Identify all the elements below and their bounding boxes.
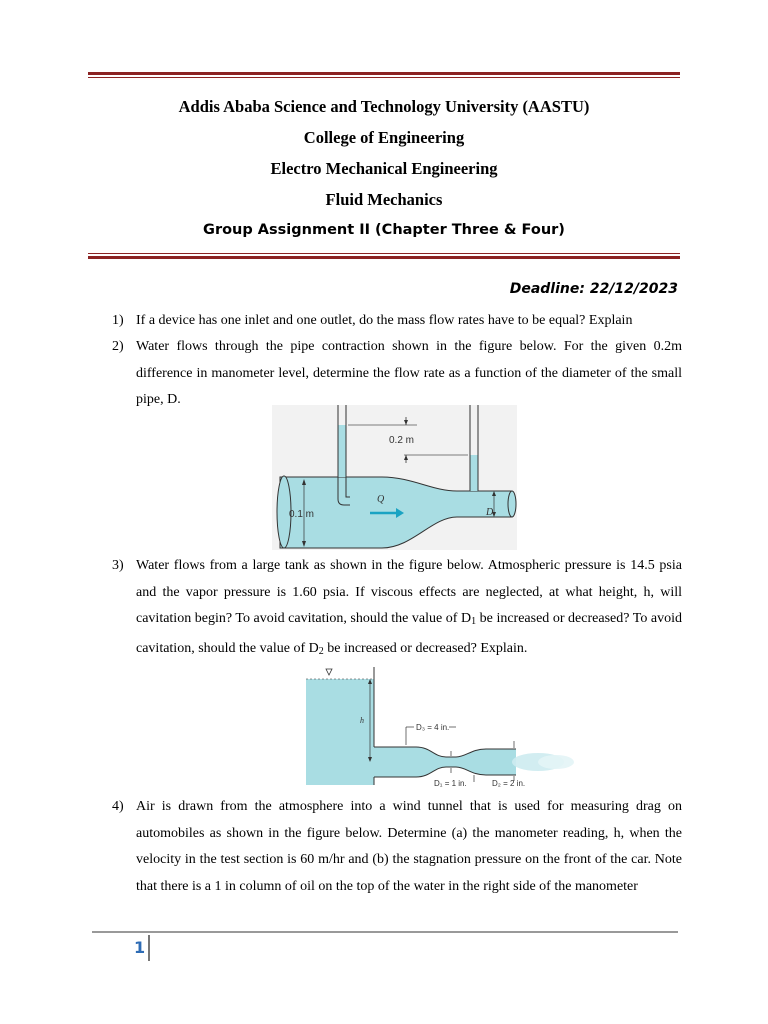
d3-label: D₃ = 4 in. — [416, 723, 450, 732]
question-number: 2) — [112, 339, 124, 354]
question-3 — [112, 553, 682, 665]
small-diameter-label: D — [486, 507, 494, 518]
department-title: Electro Mechanical Engineering — [270, 159, 498, 178]
university-title: Addis Ababa Science and Technology University (AASTU) — [178, 97, 590, 116]
question-text: Water flows through the pipe contraction shown in the figure below. For the given 0.2m difference in manometer level, determine the flow rate as a function of the diameter of the small pipe, D. — [136, 339, 682, 407]
question-number: 1) — [112, 313, 124, 328]
tank-nozzle-figure — [306, 667, 578, 787]
footer-rule — [92, 931, 678, 933]
flow-label: Q — [377, 494, 385, 505]
question-text: Water flows from a large tank as shown in the figure below. Atmospheric pressure is 14.5 psia and the vapor pressure is 1.60 psia. If viscous effects are neglected, at what height, h, will cavitation begin? To avoid cavitation, should the value of $D_1$ be increased or decreased? To avoid cavitation, should the value of $D_2$ be increased or decreased? Explain. — [136, 558, 682, 657]
header-bottom-rule — [88, 253, 680, 259]
question-2 — [112, 334, 682, 414]
question-text: If a device has one inlet and one outlet, do the mass flow rates have to be equal? Explain — [136, 313, 633, 328]
course-title: Fluid Mechanics — [325, 190, 443, 209]
question-4 — [112, 794, 682, 900]
question-1 — [112, 308, 682, 335]
page-number: 1 — [134, 938, 146, 957]
question-number: 3) — [112, 558, 124, 573]
d2-label: D₂ = 2 in. — [492, 779, 526, 787]
assignment-title: Group Assignment II (Chapter Three & Four) — [203, 222, 565, 238]
college-title: College of Engineering — [303, 128, 465, 147]
h-label: h — [360, 716, 364, 725]
page-number-divider — [148, 935, 150, 961]
question-text: Air is drawn from the atmosphere into a wind tunnel that is used for measuring drag on automobiles as shown in the figure below. Determine (a) the manometer reading, h, when the velocity in the test section is 60 m/hr and (b) the stagnation pressure on the front of the car. Note that there is a 1 in column of oil on the top of the water in the right side of the manometer — [136, 799, 682, 894]
deadline: Deadline: 22/12/2023 — [509, 281, 678, 297]
large-diameter-label: 0.1 m — [289, 509, 315, 520]
level-diff-label: 0.2 m — [389, 435, 415, 446]
header-top-rule — [88, 72, 680, 78]
d1-label: D₁ = 1 in. — [434, 779, 467, 787]
pipe-contraction-figure — [272, 405, 517, 550]
question-number: 4) — [112, 799, 124, 814]
